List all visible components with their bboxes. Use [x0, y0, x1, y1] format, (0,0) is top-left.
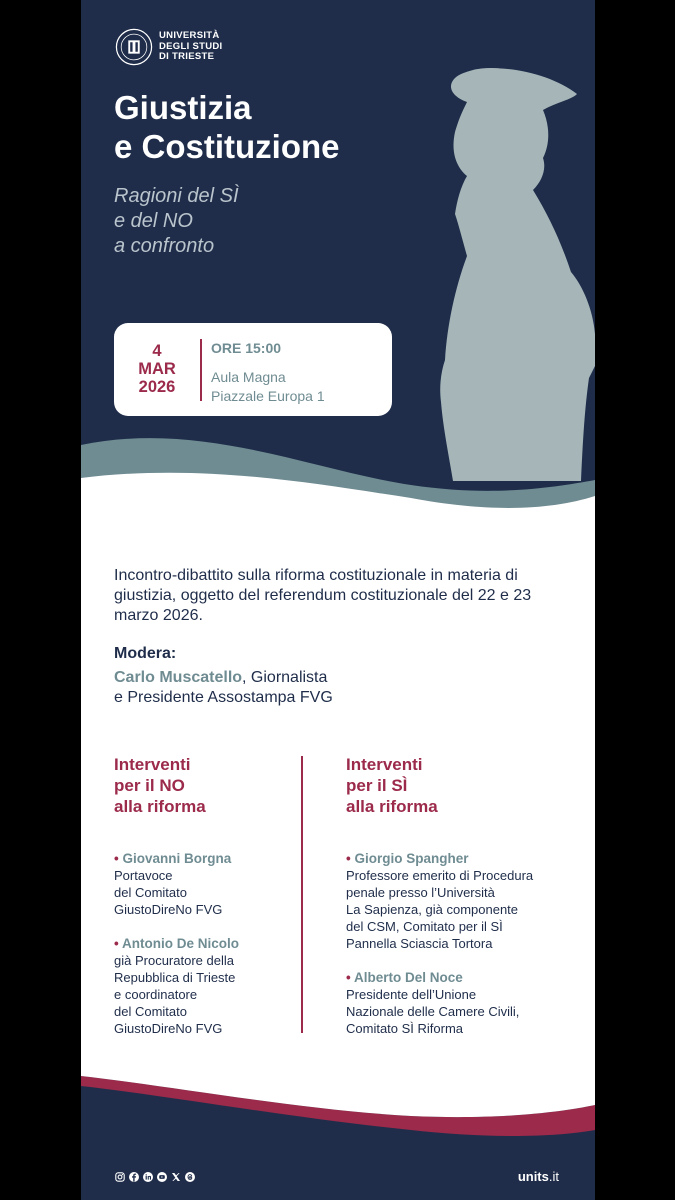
moderator-info	[114, 668, 333, 708]
event-location	[211, 368, 325, 406]
moderator-role: , Giornalista	[242, 669, 328, 686]
bullet-icon: •	[114, 851, 123, 866]
speaker-name: Antonio De Nicolo	[121, 936, 239, 951]
venue-address: Piazzale Europa 1	[211, 388, 325, 404]
no-speaker-list	[114, 850, 299, 1054]
speaker-item	[114, 850, 299, 918]
event-subtitle: Ragioni del SÌ e del NO a confronto	[114, 185, 239, 257]
bullet-icon: •	[114, 936, 122, 951]
event-time: ORE 15:00	[211, 340, 282, 356]
date-divider	[200, 339, 202, 401]
moderator-role-continued: e Presidente Assostampa FVG	[114, 689, 333, 706]
university-seal-icon	[115, 28, 153, 66]
x-icon[interactable]	[171, 1172, 181, 1182]
event-date: 4 MAR 2026	[138, 342, 176, 396]
facebook-icon[interactable]	[129, 1172, 139, 1182]
event-poster	[81, 0, 595, 1200]
speaker-role: Professore emerito di Procedura penale presso l’Università La Sapienza, già componente del CSM, Comitato per il SÌ Pannella Sciascia Tortora	[346, 868, 534, 951]
speaker-role: Portavoce del Comitato GiustoDireNo FVG	[114, 868, 223, 917]
university-name: UNIVERSITÀ DEGLI STUDI DI TRIESTE	[159, 30, 223, 63]
si-column-heading: Interventi per il SÌ alla riforma	[346, 755, 438, 816]
speaker-role: già Procuratore della Repubblica di Trieste e coordinatore del Comitato GiustoDireNo FVG	[114, 953, 236, 1036]
linkedin-icon[interactable]	[143, 1172, 153, 1182]
column-divider	[301, 756, 303, 1033]
event-description: Incontro-dibattito sulla riforma costituzionale in materia di giustizia, oggetto del referendum costituzionale del 22 e 23 marzo 2026.	[114, 567, 532, 624]
speaker-name: Giorgio Spangher	[354, 851, 469, 866]
social-links	[115, 1172, 195, 1182]
bullet-icon: •	[346, 851, 355, 866]
statue-silhouette-icon	[411, 66, 595, 486]
speaker-item	[346, 850, 571, 952]
moderator-name: Carlo Muscatello	[114, 669, 243, 686]
event-title: Giustizia e Costituzione	[114, 89, 340, 165]
website-link[interactable]: units.it	[517, 1169, 559, 1184]
no-column-heading: Interventi per il NO alla riforma	[114, 755, 206, 816]
si-speakers-column	[346, 754, 571, 1036]
speaker-name: Giovanni Borgna	[122, 851, 232, 866]
no-speakers-column	[114, 754, 299, 1036]
youtube-icon[interactable]	[157, 1172, 167, 1182]
event-info-box	[114, 323, 392, 416]
speaker-name: Alberto Del Noce	[353, 970, 463, 985]
threads-icon[interactable]	[185, 1172, 195, 1182]
moderator-label: Modera:	[114, 645, 177, 662]
venue-name: Aula Magna	[211, 369, 286, 385]
si-speaker-list	[346, 850, 571, 1054]
instagram-icon[interactable]	[115, 1172, 125, 1182]
speaker-role: Presidente dell’Unione Nazionale delle Camere Civili, Comitato SÌ Riforma	[346, 987, 520, 1036]
speaker-item	[346, 969, 571, 1037]
bullet-icon: •	[346, 970, 354, 985]
university-logo	[115, 28, 222, 66]
speaker-item	[114, 935, 299, 1037]
